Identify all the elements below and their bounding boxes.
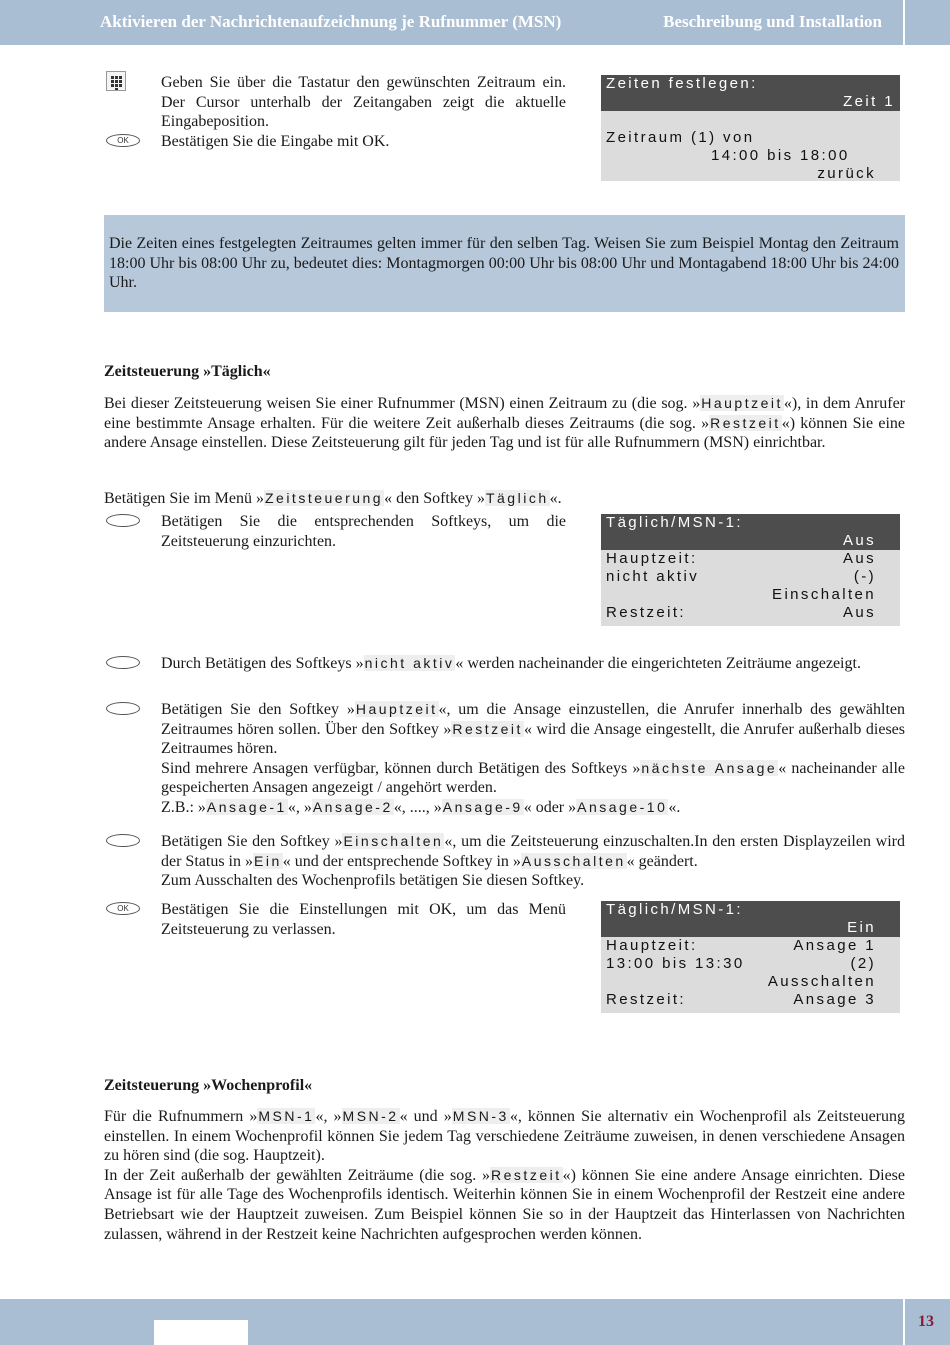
softkey-taeglich: Täglich — [485, 490, 549, 506]
ok-key-icon: OK — [106, 902, 140, 915]
softkey-ansage-9: Ansage-9 — [442, 798, 523, 815]
display-line: zurück — [817, 165, 876, 182]
softkey-restzeit: Restzeit — [452, 720, 523, 737]
status-ein: Ein — [254, 852, 282, 869]
softkey-restzeit: Restzeit — [491, 1166, 562, 1183]
display-line: Zeitraum (1) von — [606, 129, 755, 146]
display-line: nicht aktiv (-) — [606, 568, 876, 585]
section-heading-taeglich: Zeitsteuerung »Täglich« — [104, 363, 271, 380]
step-einschalten: Betätigen Sie den Softkey »Einschalten«, um die Zeitsteuerung einzuschalten.In den ersten Displayzeilen wird der Status in »Ein« und der entsprechende Softkey in »Ausschalten« geändert. Zum Ausschalten des Wochenprofils betätigen Sie diesen Softkey. — [161, 833, 905, 890]
header-chapter-title: Aktivieren der Nachrichtenaufzeichnung je Rufnummer (MSN) — [100, 12, 562, 31]
step-nicht-aktiv: Durch Betätigen des Softkeys »nicht aktiv« werden nacheinander die eingerichteten Zeiträume angezeigt. — [161, 655, 861, 672]
display-line: Ausschalten — [767, 973, 876, 990]
keypad-icon — [106, 71, 126, 91]
softkey-ansage-2: Ansage-2 — [312, 798, 393, 815]
softkey-hauptzeit: Hauptzeit — [355, 701, 438, 717]
paragraph-menu-instruction: Betätigen Sie im Menü »Zeitsteuerung« den Softkey »Täglich«. — [104, 490, 562, 507]
display-line: 13:00 bis 13:30 (2) — [606, 955, 876, 972]
display-line: Restzeit: Aus — [606, 604, 876, 621]
display-line: Zeiten festlegen: — [601, 75, 900, 93]
ok-key-icon: OK — [106, 134, 140, 147]
softkey-nicht-aktiv: nicht aktiv — [364, 655, 455, 671]
softkey-hauptzeit: Hauptzeit — [701, 395, 783, 411]
msn-2-label: MSN-2 — [342, 1108, 399, 1124]
softkey-icon — [106, 834, 140, 847]
display-taeglich-aus — [601, 514, 900, 626]
footer-divider — [903, 1299, 905, 1345]
display-line: Aus — [601, 532, 900, 550]
info-note — [104, 215, 905, 312]
display-line: Hauptzeit: Aus — [606, 550, 876, 567]
display-line: Ein — [601, 919, 900, 937]
softkey-ausschalten: Ausschalten — [521, 852, 626, 869]
display-taeglich-ein — [601, 901, 900, 1013]
softkey-naechste-ansage: nächste Ansage — [641, 759, 778, 776]
step-enter-time — [161, 73, 566, 151]
display-line: 14:00 bis 18:00 — [711, 147, 850, 164]
info-note-text: Die Zeiten eines festgelegten Zeitraumes gelten immer für den selben Tag. Weisen Sie zum Beispiel Montag den Zeitraum 18:00 Uhr bis 08:00 Uhr zu, bedeutet dies: Montagmorgen 00:00 Uhr bis 08:00 Uhr und Montagabend 18:00 Uhr bis 24:00 Uhr. — [109, 235, 899, 292]
display-line: Einschalten — [772, 586, 876, 603]
page-footer — [0, 1299, 950, 1345]
header-section-title: Beschreibung und Installation — [663, 12, 882, 31]
display-zeiten-festlegen — [601, 75, 900, 181]
step-softkeys: Betätigen Sie die entsprechenden Softkeys, um die Zeitsteuerung einzurichten. — [161, 513, 566, 550]
display-line: Zeit 1 — [601, 93, 900, 111]
display-line: Täglich/MSN-1: — [601, 514, 900, 532]
paragraph-taeglich-intro: Bei dieser Zeitsteuerung weisen Sie einer Rufnummer (MSN) einen Zeitraum zu (die sog. »Hauptzeit«), in dem Anrufer eine bestimmte Ansage erhalten. Für die weitere Zeit außerhalb dieses Zeitraums (die sog. »Restzeit«) können Sie eine andere Ansage einstellen. Diese Zeitsteuerung gilt für jeden Tag und ist für alle Rufnummern (MSN) einrichtbar. — [104, 395, 906, 452]
header-divider — [903, 0, 905, 45]
step-confirm-text: Bestätigen Sie die Eingabe mit OK. — [161, 132, 390, 150]
softkey-einschalten: Einschalten — [343, 833, 444, 849]
softkey-ansage-1: Ansage-1 — [206, 798, 287, 815]
page-number: 13 — [918, 1313, 934, 1330]
step-confirm-settings: Bestätigen Sie die Einstellungen mit OK, um das Menü Zeitsteuerung zu verlassen. — [161, 901, 566, 938]
display-line: Restzeit: Ansage 3 — [606, 991, 876, 1008]
step-enter-time-text: Geben Sie über die Tastatur den gewünschten Zeitraum ein. Der Cursor unterhalb der Zeitangaben zeigt die aktuelle Eingabeposition. — [161, 74, 566, 131]
section-heading-wochenprofil: Zeitsteuerung »Wochenprofil« — [104, 1077, 313, 1094]
footer-tab — [154, 1320, 248, 1345]
softkey-icon — [106, 656, 140, 669]
paragraph-wochenprofil: Für die Rufnummern »MSN-1«, »MSN-2« und »MSN-3«, können Sie alternativ ein Wochenprofil als Zeitsteuerung einstellen. In einem Wochenprofil können Sie jedem Tag verschiedene Zeiträume zuweisen, in denen verschiedene Ansagen zu hören sind (die sog. Hauptzeit). In der Zeit außerhalb der gewählten Zeiträume (die sog. »Restzeit«) können Sie eine andere Ansage einrichten. Diese Ansage ist für alle Tage des Wochenprofils identisch. Weiterhin können Sie in einem Wochenprofil der Restzeit eine andere Betriebsart wie der Hauptzeit zuweisen. Zum Beispiel können Sie so in der Hauptzeit das Hinterlassen von Nachrichten zulassen, während in der Restzeit keine Nachrichten aufgesprochen werden können. — [104, 1108, 906, 1243]
step-hauptzeit: Betätigen Sie den Softkey »Hauptzeit«, um die Ansage einzustellen, die Anrufer innerhalb des gewählten Zeitraumes hören sollen. Über den Softkey »Restzeit« wird die Ansage eingestellt, die Anrufer außerhalb dieses Zeitraumes hören. Sind mehrere Ansagen verfügbar, können durch Betätigen des Softkeys »nächste Ansage« nacheinander alle gespeicherten Ansagen angezeigt / angehört werden. Z.B.: »Ansage-1«, »Ansage-2«, ...., »Ansage-9« oder »Ansage-10«. — [161, 701, 906, 816]
softkey-ansage-10: Ansage-10 — [577, 798, 668, 815]
display-line: Hauptzeit: Ansage 1 — [606, 937, 876, 954]
msn-1-label: MSN-1 — [258, 1108, 315, 1124]
msn-3-label: MSN-3 — [452, 1108, 509, 1124]
softkey-icon — [106, 702, 140, 715]
display-line: Täglich/MSN-1: — [601, 901, 900, 919]
softkey-restzeit: Restzeit — [710, 414, 781, 431]
softkey-zeitsteuerung: Zeitsteuerung — [264, 490, 384, 506]
softkey-icon — [106, 514, 140, 527]
